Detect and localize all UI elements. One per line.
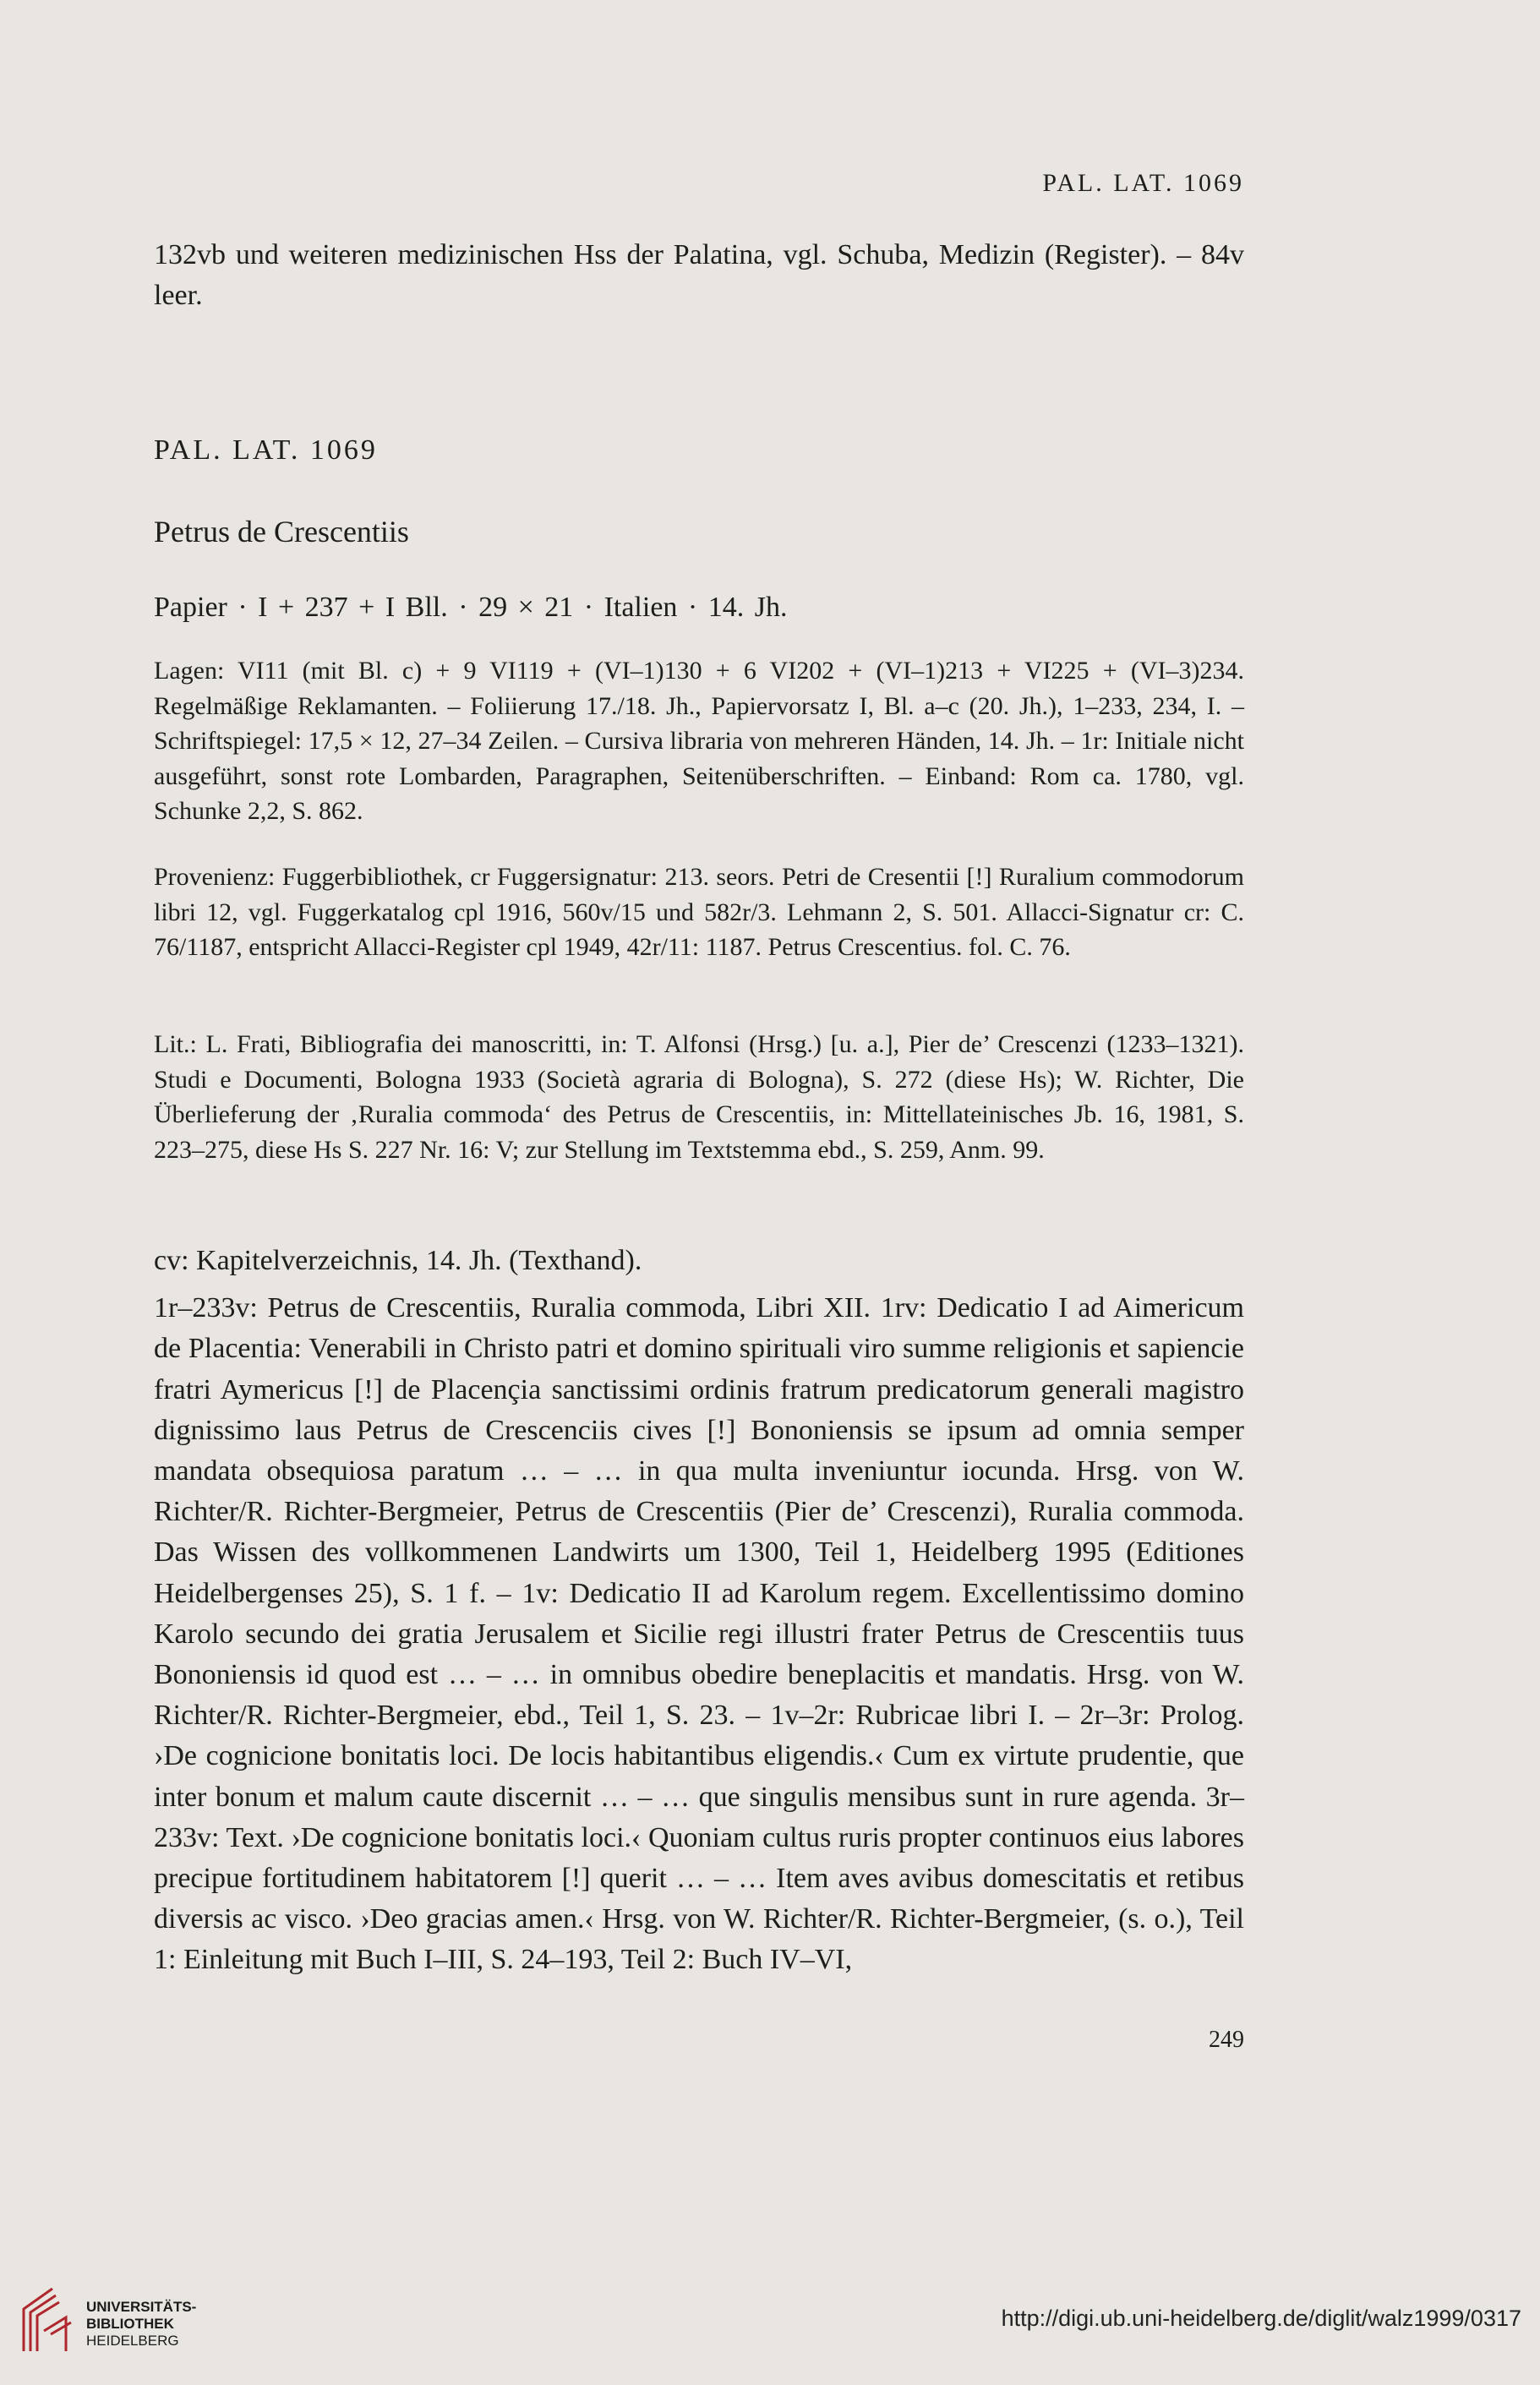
- intro-paragraph: 132vb und weiteren medizinischen Hss der Palatina, vgl. Schuba, Medizin (Register). – 84v leer.: [154, 239, 1244, 311]
- signature-heading: PAL. LAT. 1069: [154, 434, 378, 466]
- author-heading: Petrus de Crescentiis: [154, 515, 409, 548]
- source-url-link[interactable]: http://digi.ub.uni-heidelberg.de/diglit/walz1999/0317: [1001, 2306, 1521, 2331]
- contents-item-chapter-index: cv: Kapitelverzeichnis, 14. Jh. (Texthand).: [154, 1245, 642, 1276]
- running-header: PAL. LAT. 1069: [1042, 169, 1244, 197]
- contents-item-ruralia-commoda: 1r–233v: Petrus de Crescentiis, Ruralia commoda, Libri XII. 1rv: Dedicatio I ad Aimericum de Placentia: Venerabili in Christo patri et domino spirituali viro summe religionis et sapiencie fratri Aymericus [!] de Placençia sanctissimi ordinis fratrum predicatorum generali magistro dignissimo laus Petrus de Crescenciis cives [!] Bononiensis se ipsum ad omnia semper mandata obsequiosa paratum … – … in qua multa inveniuntur iocunda. Hrsg. von W. Richter/R. Richter-Bergmeier, Petrus de Crescentiis (Pier de’ Crescenzi), Ruralia commoda. Das Wissen des vollkommenen Landwirts um 1300, Teil 1, Heidelberg 1995 (Editiones Heidelbergenses 25), S. 1 f. – 1v: Dedicatio II ad Karolum regem. Excellentissimo domino Karolo secundo dei gratia Jerusalem et Sicilie regi illustri frater Petrus de Crescentiis tuus Bononiensis id quod est … – … in omnibus obedire beneplacitis et mandatis. Hrsg. von W. Richter/R. Richter-Bergmeier, ebd., Teil 1, S. 23. – 1v–2r: Rubricae libri I. – 2r–3r: Prolog. ›De cognicione bonitatis loci. De locis habitantibus eligendis.‹ Cum ex virtute prudentie, que inter bonum et malum caute discernit … – … que singulis mensibus sunt in rure agenda. 3r–233v: Text. ›De cognicione bonitatis loci.‹ Quoniam cultus ruris propter continuos eius labores precipue fortitudinem habitatorem [!] querit … – … Item aves avibus domescitatis et retibus diversis ac visco. ›Deo gracias amen.‹ Hrsg. von W. Richter/R. Richter-Bergmeier, (s. o.), Teil 1: Einleitung mit Buch I–III, S. 24–193, Teil 2: Buch IV–VI,: [154, 1292, 1244, 1976]
- provenance-paragraph: Provenienz: Fuggerbibliothek, cr Fuggersignatur: 213. seors. Petri de Cresentii [!] Ruralium commodorum libri 12, vgl. Fuggerkatalog cpl 1916, 560v/15 und 582r/3. Lehmann 2, S. 501. Allacci-Signatur cr: C. 76/1187, entspricht Allacci-Register cpl 1949, 42r/11: 1187. Petrus Crescentius. fol. C. 76.: [154, 863, 1244, 961]
- library-name-line2: BIBLIOTHEK: [86, 2316, 174, 2332]
- contents-section: [154, 1241, 1244, 1981]
- library-name-line1: UNIVERSITÄTS-: [86, 2299, 197, 2315]
- physical-description: Papier · I + 237 + I Bll. · 29 × 21 · Italien · 14. Jh.: [154, 592, 788, 623]
- library-name: [86, 2299, 196, 2350]
- library-name-line3: HEIDELBERG: [86, 2333, 179, 2349]
- library-emblem-icon: [19, 2284, 79, 2356]
- page-number: 249: [1209, 2027, 1244, 2053]
- library-logo: [19, 2284, 213, 2360]
- literature-paragraph: Lit.: L. Frati, Bibliografia dei manoscritti, in: T. Alfonsi (Hrsg.) [u. a.], Pier de’ Crescenzi (1233–1321). Studi e Documenti, Bologna 1933 (Società agraria di Bologna), S. 272 (diese Hs); W. Richter, Die Überlieferung der ‚Ruralia commoda‘ des Petrus de Crescentiis, in: Mittellateinisches Jb. 16, 1981, S. 223–275, diese Hs S. 227 Nr. 16: V; zur Stellung im Textstemma ebd., S. 259, Anm. 99.: [154, 1030, 1244, 1164]
- codicology-paragraph: Lagen: VI11 (mit Bl. c) + 9 VI119 + (VI–1)130 + 6 VI202 + (VI–1)213 + VI225 + (VI–3)234. Regelmäßige Reklamanten. – Foliierung 17./18. Jh., Papiervorsatz I, Bl. a–c (20. Jh.), 1–233, 234, I. – Schriftspiegel: 17,5 × 12, 27–34 Zeilen. – Cursiva libraria von mehreren Händen, 14. Jh. – 1r: Initiale nicht ausgeführt, sonst rote Lombarden, Paragraphen, Seitenüberschriften. – Einband: Rom ca. 1780, vgl. Schunke 2,2, S. 862.: [154, 657, 1244, 825]
